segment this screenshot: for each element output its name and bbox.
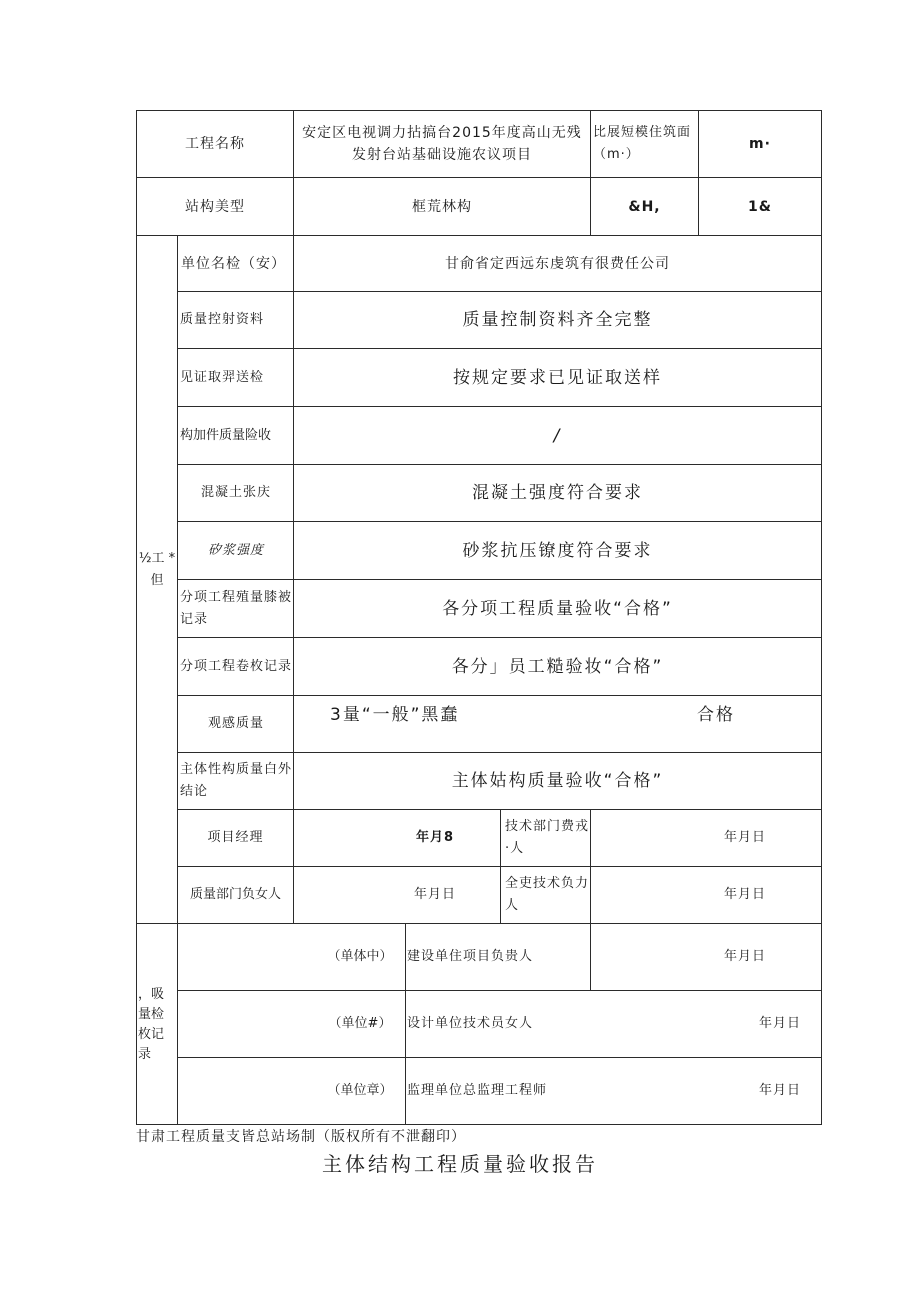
subitem-records-label: 分项工程卷枚记录 — [180, 658, 293, 674]
structure-type-label: 站构美型 — [185, 198, 245, 215]
design-unit-role: 设计单位技术员女人 — [407, 1016, 534, 1031]
component-quality-label: 构加件质量险收 — [180, 427, 272, 443]
building-area-label: 比展短模住筑面（m·） — [593, 125, 692, 162]
appearance-quality-verdict: 合格 — [697, 705, 735, 725]
quality-dept-head-date: 年月日 — [413, 887, 456, 902]
concrete-strength-value: 混凝土强度符合要求 — [472, 483, 643, 503]
chief-tech-head-label: 全吏技术负力人 — [505, 876, 590, 913]
copyright-note: 甘肃工程质量支皆总站场制（版权所有不泄翻印） — [136, 1129, 466, 1145]
subitem-quality-label: 分项工程殖量膝被记录 — [180, 589, 293, 627]
floors-value: 1& — [748, 198, 772, 215]
project-name-value: 安定区电视调力拈搞台2015年度高山无残发射台站基础设施农议项目 — [302, 125, 582, 163]
acceptance-side-label: ，吸量检枚记录 — [138, 987, 165, 1062]
project-manager-date: 年月8 — [415, 830, 455, 845]
construction-unit-date: 年月日 — [723, 949, 766, 964]
building-area-value: m· — [749, 136, 771, 152]
design-unit-date: 年月日 — [758, 1016, 801, 1031]
supervision-unit-stamp: （单位章） — [327, 1083, 393, 1098]
mortar-strength-value: 砂浆抗压镣度符合要求 — [462, 540, 653, 561]
witness-sampling-label: 见证取羿送检 — [180, 369, 265, 385]
unit-name-value: 甘俞省定西远东虔筑有很费任公司 — [445, 255, 670, 272]
report-title: 主体结构工程质量验收报告 — [322, 1152, 598, 1176]
component-quality-value: / — [553, 425, 562, 446]
structure-conclusion-value: 主体姑构质量验收“合格” — [451, 771, 664, 791]
quality-dept-head-label: 质量部门负女人 — [189, 887, 281, 902]
structure-type-value: 框荒林构 — [412, 198, 472, 215]
mortar-strength-label: 矽浆强度 — [207, 542, 264, 558]
construction-side-label: ½工 *但 — [138, 551, 176, 588]
subitem-quality-value: 各分项工程质量验收“合格” — [442, 598, 673, 619]
appearance-quality-label: 观感质量 — [207, 716, 264, 731]
concrete-strength-label: 混凝土张庆 — [200, 485, 271, 500]
witness-sampling-value: 按规定要求已见证取送样 — [453, 367, 662, 388]
floors-label: &H, — [628, 198, 661, 215]
chief-tech-head-date: 年月日 — [723, 887, 766, 902]
unit-name-label: 单位名检（安） — [181, 255, 286, 272]
structure-conclusion-label: 主体性构质量白外结论 — [180, 762, 293, 799]
construction-unit-role: 建设单住项目负贵人 — [407, 949, 534, 964]
quality-control-docs-label: 质量控射资料 — [180, 312, 265, 327]
tech-dept-head-label: 技术部门费戎·人 — [505, 819, 590, 856]
design-unit-stamp: （单位#） — [328, 1016, 392, 1031]
tech-dept-head-date: 年月日 — [723, 830, 766, 845]
project-manager-label: 项目经理 — [207, 830, 264, 845]
appearance-quality-result: 3量“一般”黑蠢 — [330, 705, 460, 725]
project-name-label: 工程名称 — [185, 136, 245, 152]
quality-control-docs-value: 质量控制资料齐全完整 — [462, 310, 653, 330]
supervision-unit-date: 年月日 — [758, 1083, 801, 1098]
construction-unit-stamp: （单体中） — [327, 949, 393, 964]
subitem-records-value: 各分」员工糙验妆“合格” — [451, 656, 664, 677]
supervision-unit-role: 监理单位总监理工程师 — [407, 1083, 548, 1098]
